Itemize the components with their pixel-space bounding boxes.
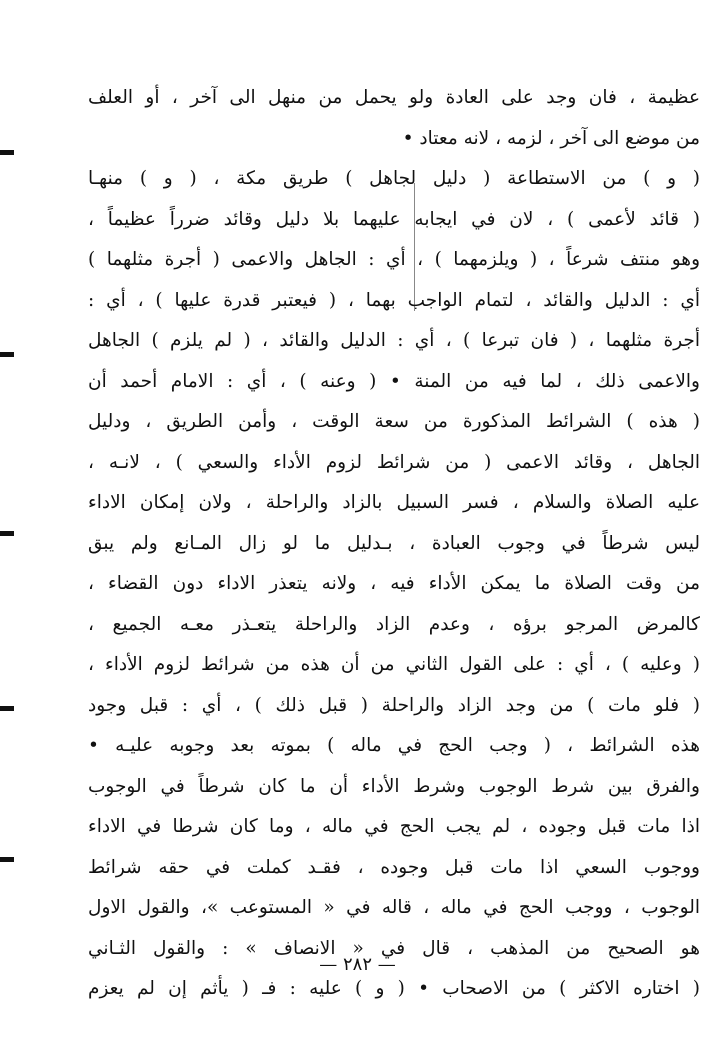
text-line: ( و ) من الاستطاعة ( دليل لجاهل ) طريق مكة ، ( و ) منهـا	[88, 168, 700, 189]
text-line: والاعمى ذلك ، لما فيه من المنة • ( وعنه ) ، أي : الامام أحمد أن	[88, 370, 700, 392]
text-line: ( هذه ) الشرائط المذكورة من سعة الوقت ، وأمن الطريق ، ودليل	[88, 411, 700, 432]
text-line: أي : الدليل والقائد ، لتمام الواجب بهما ، ( فيعتبر قدرة عليها ) ، أي :	[88, 289, 700, 311]
margin-marker	[0, 857, 14, 862]
text-line: من وقت الصلاة ما يمكن الأداء فيه ، ولانه يتعذر الاداء دون القضاء ،	[88, 573, 700, 594]
text-line: والفرق بين شرط الوجوب وشرط الأداء أن ما كان شرطاً في الوجوب	[88, 775, 700, 797]
margin-marker	[0, 150, 14, 155]
text-line: ( اختاره الاكثر ) من الاصحاب • ( و ) عليه : فـ ( يأثم إن لم يعزم	[88, 978, 700, 999]
text-line: ( قائد لأعمى ) ، لان في ايجابه عليهما بلا دليل وقائد ضرراً عظيماً ،	[88, 208, 700, 230]
text-line: وهو منتف شرعاً ، ( ويلزمهما ) ، أي : الجاهل والاعمى ( أجرة مثلهما )	[88, 249, 700, 270]
margin-marker	[0, 531, 14, 536]
text-line: الوجوب ، ووجب الحج في ماله ، قاله في « المستوعب »، والقول الاول	[88, 897, 700, 918]
text-line: ( فلو مات ) من وجد الزاد والراحلة ( قبل ذلك ) ، أي : قبل وجود	[88, 694, 700, 716]
margin-marker	[0, 706, 14, 711]
margin-marker	[0, 352, 14, 357]
text-line: اذا مات قبل وجوده ، لم يجب الحج في ماله ، وما كان شرطا في الاداء	[88, 816, 700, 837]
text-line: عظيمة ، فان وجد على العادة ولو يحمل من منهل الى آخر ، أو العلف	[88, 87, 700, 108]
text-line: ووجوب السعي اذا مات قبل وجوده ، فقـد كملت في حقه شرائط	[88, 856, 700, 878]
text-line: ( وعليه ) ، أي : على القول الثاني من أن هذه من شرائط لزوم الأداء ،	[88, 654, 700, 675]
text-line: كالمرض المرجو برؤه ، وعدم الزاد والراحلة يتعـذر معـه الجميع ،	[88, 613, 700, 635]
text-line: هذه الشرائط ، ( وجب الحج في ماله ) بموته بعد وجوبه عليـه •	[88, 735, 700, 756]
text-line: الجاهل ، وقائد الاعمى ( من شرائط لزوم الأداء والسعي ) ، لانـه ،	[88, 451, 700, 473]
page-number: — ٢٨٢ —	[319, 954, 396, 975]
text-line: هو الصحيح من المذهب ، قال في « الانصاف » : والقول الثـاني	[88, 937, 700, 959]
text-line: من موضع الى آخر ، لزمه ، لانه معتاد •	[402, 127, 700, 149]
text-line: عليه الصلاة والسلام ، فسر السبيل بالزاد والراحلة ، ولان إمكان الاداء	[88, 492, 700, 513]
text-line: أجرة مثلهما ، ( فان تبرعا ) ، أي : الدليل والقائد ، ( لم يلزم ) الجاهل	[88, 330, 700, 351]
body-text	[88, 78, 700, 1010]
text-line: ليس شرطاً في وجوب العبادة ، بـدليل ما لو زال المـانع ولم يبق	[88, 532, 700, 554]
